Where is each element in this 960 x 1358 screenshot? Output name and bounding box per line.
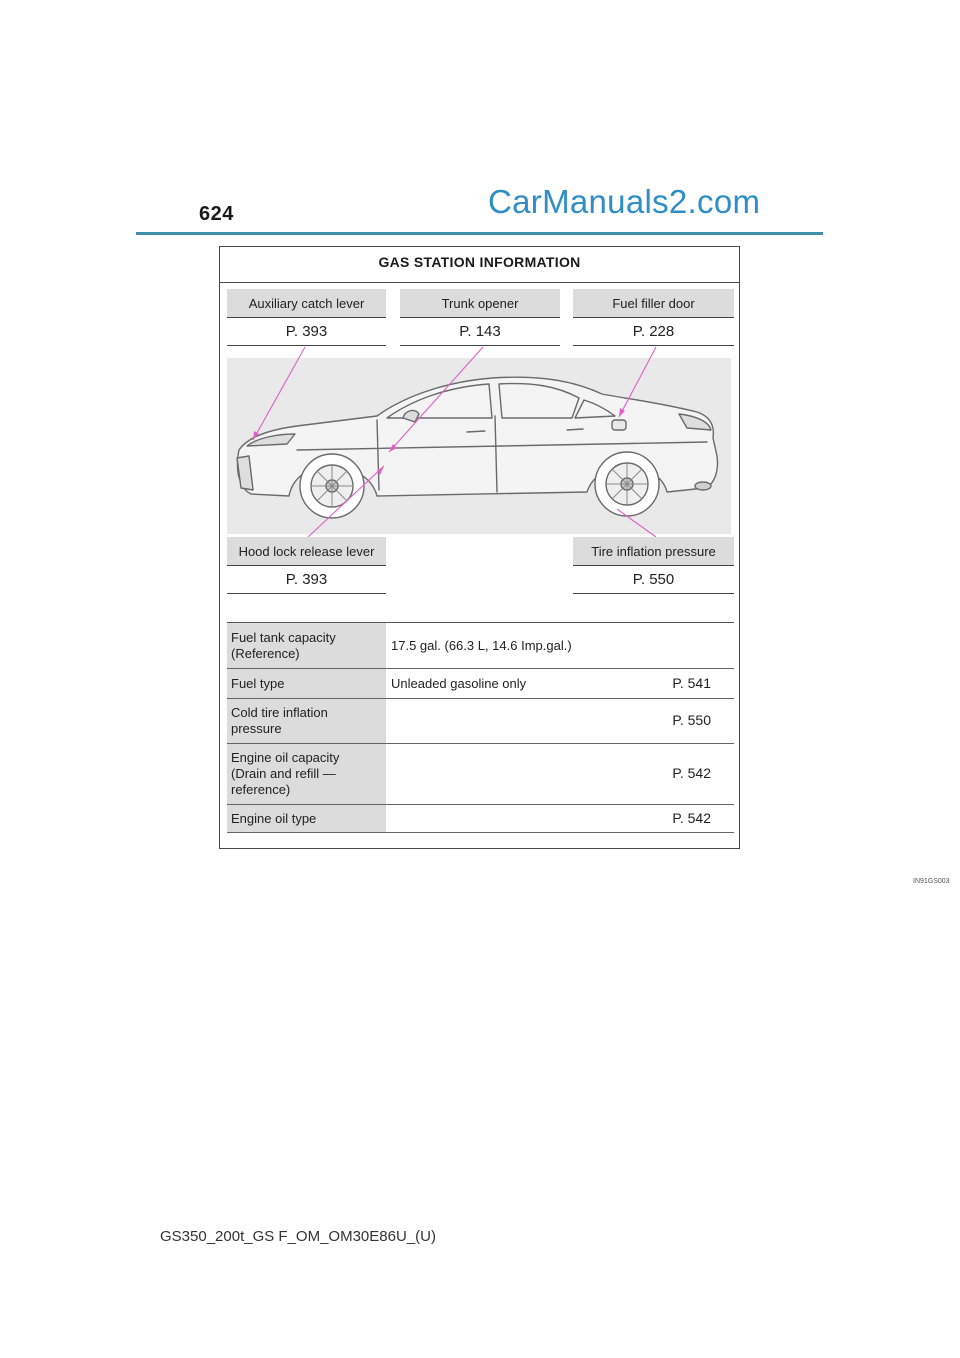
spec-row-cold-tire-inflation-pressure bbox=[227, 699, 734, 744]
spec-key: Fuel type bbox=[231, 676, 285, 691]
ref-tire-inflation-pressure[interactable]: P. 550 bbox=[573, 566, 734, 594]
spec-key: Cold tire inflation pressure bbox=[231, 705, 328, 736]
ref-fuel-filler-door[interactable]: P. 228 bbox=[573, 318, 734, 346]
watermark-logo[interactable]: CarManuals2.com bbox=[488, 183, 761, 220]
spec-ref[interactable]: P. 542 bbox=[672, 810, 711, 826]
leader-auxiliary-catch-lever bbox=[253, 347, 305, 440]
label-auxiliary-catch-lever: Auxiliary catch lever bbox=[227, 289, 386, 318]
label-fuel-filler-door: Fuel filler door bbox=[573, 289, 734, 318]
leader-hood-lock-release-lever bbox=[308, 466, 384, 537]
spec-value: Unleaded gasoline only bbox=[391, 676, 527, 691]
label-hood-lock-release-lever: Hood lock release lever bbox=[227, 537, 386, 566]
spec-key-cell bbox=[227, 744, 386, 804]
spec-key-cell bbox=[227, 699, 386, 743]
page-number: 624 bbox=[199, 203, 234, 225]
spec-key-cell bbox=[227, 669, 386, 698]
spec-key: Engine oil type bbox=[231, 811, 317, 826]
leader-tire-inflation-pressure bbox=[617, 509, 656, 537]
label-tire-inflation-pressure: Tire inflation pressure bbox=[573, 537, 734, 566]
leader-trunk-opener bbox=[389, 347, 483, 452]
spec-row-fuel-type bbox=[227, 669, 734, 699]
leader-fuel-filler-door bbox=[619, 347, 656, 417]
spec-value: 17.5 gal. (66.3 L, 14.6 Imp.gal.) bbox=[391, 638, 572, 653]
spec-row-engine-oil-type bbox=[227, 805, 734, 833]
label-trunk-opener: Trunk opener bbox=[400, 289, 560, 318]
spec-key: Fuel tank capacity (Reference) bbox=[231, 630, 336, 661]
ref-trunk-opener[interactable]: P. 143 bbox=[400, 318, 560, 346]
spec-ref[interactable]: P. 542 bbox=[672, 765, 711, 781]
spec-key-cell bbox=[227, 623, 386, 668]
spec-ref[interactable]: P. 550 bbox=[672, 712, 711, 728]
spec-key: Engine oil capacity (Drain and refill — reference) bbox=[231, 750, 340, 797]
spec-row-engine-oil-capacity bbox=[227, 744, 734, 805]
spec-key-cell bbox=[227, 805, 386, 832]
panel-title: GAS STATION INFORMATION bbox=[378, 254, 581, 270]
illustration-code: IN91GS003 bbox=[913, 878, 950, 885]
ref-auxiliary-catch-lever[interactable]: P. 393 bbox=[227, 318, 386, 346]
ref-hood-lock-release-lever[interactable]: P. 393 bbox=[227, 566, 386, 594]
spec-ref[interactable]: P. 541 bbox=[672, 675, 711, 691]
footer-document-code: GS350_200t_GS F_OM_OM30E86U_(U) bbox=[160, 1228, 436, 1245]
spec-row-fuel-tank-capacity bbox=[227, 623, 734, 669]
